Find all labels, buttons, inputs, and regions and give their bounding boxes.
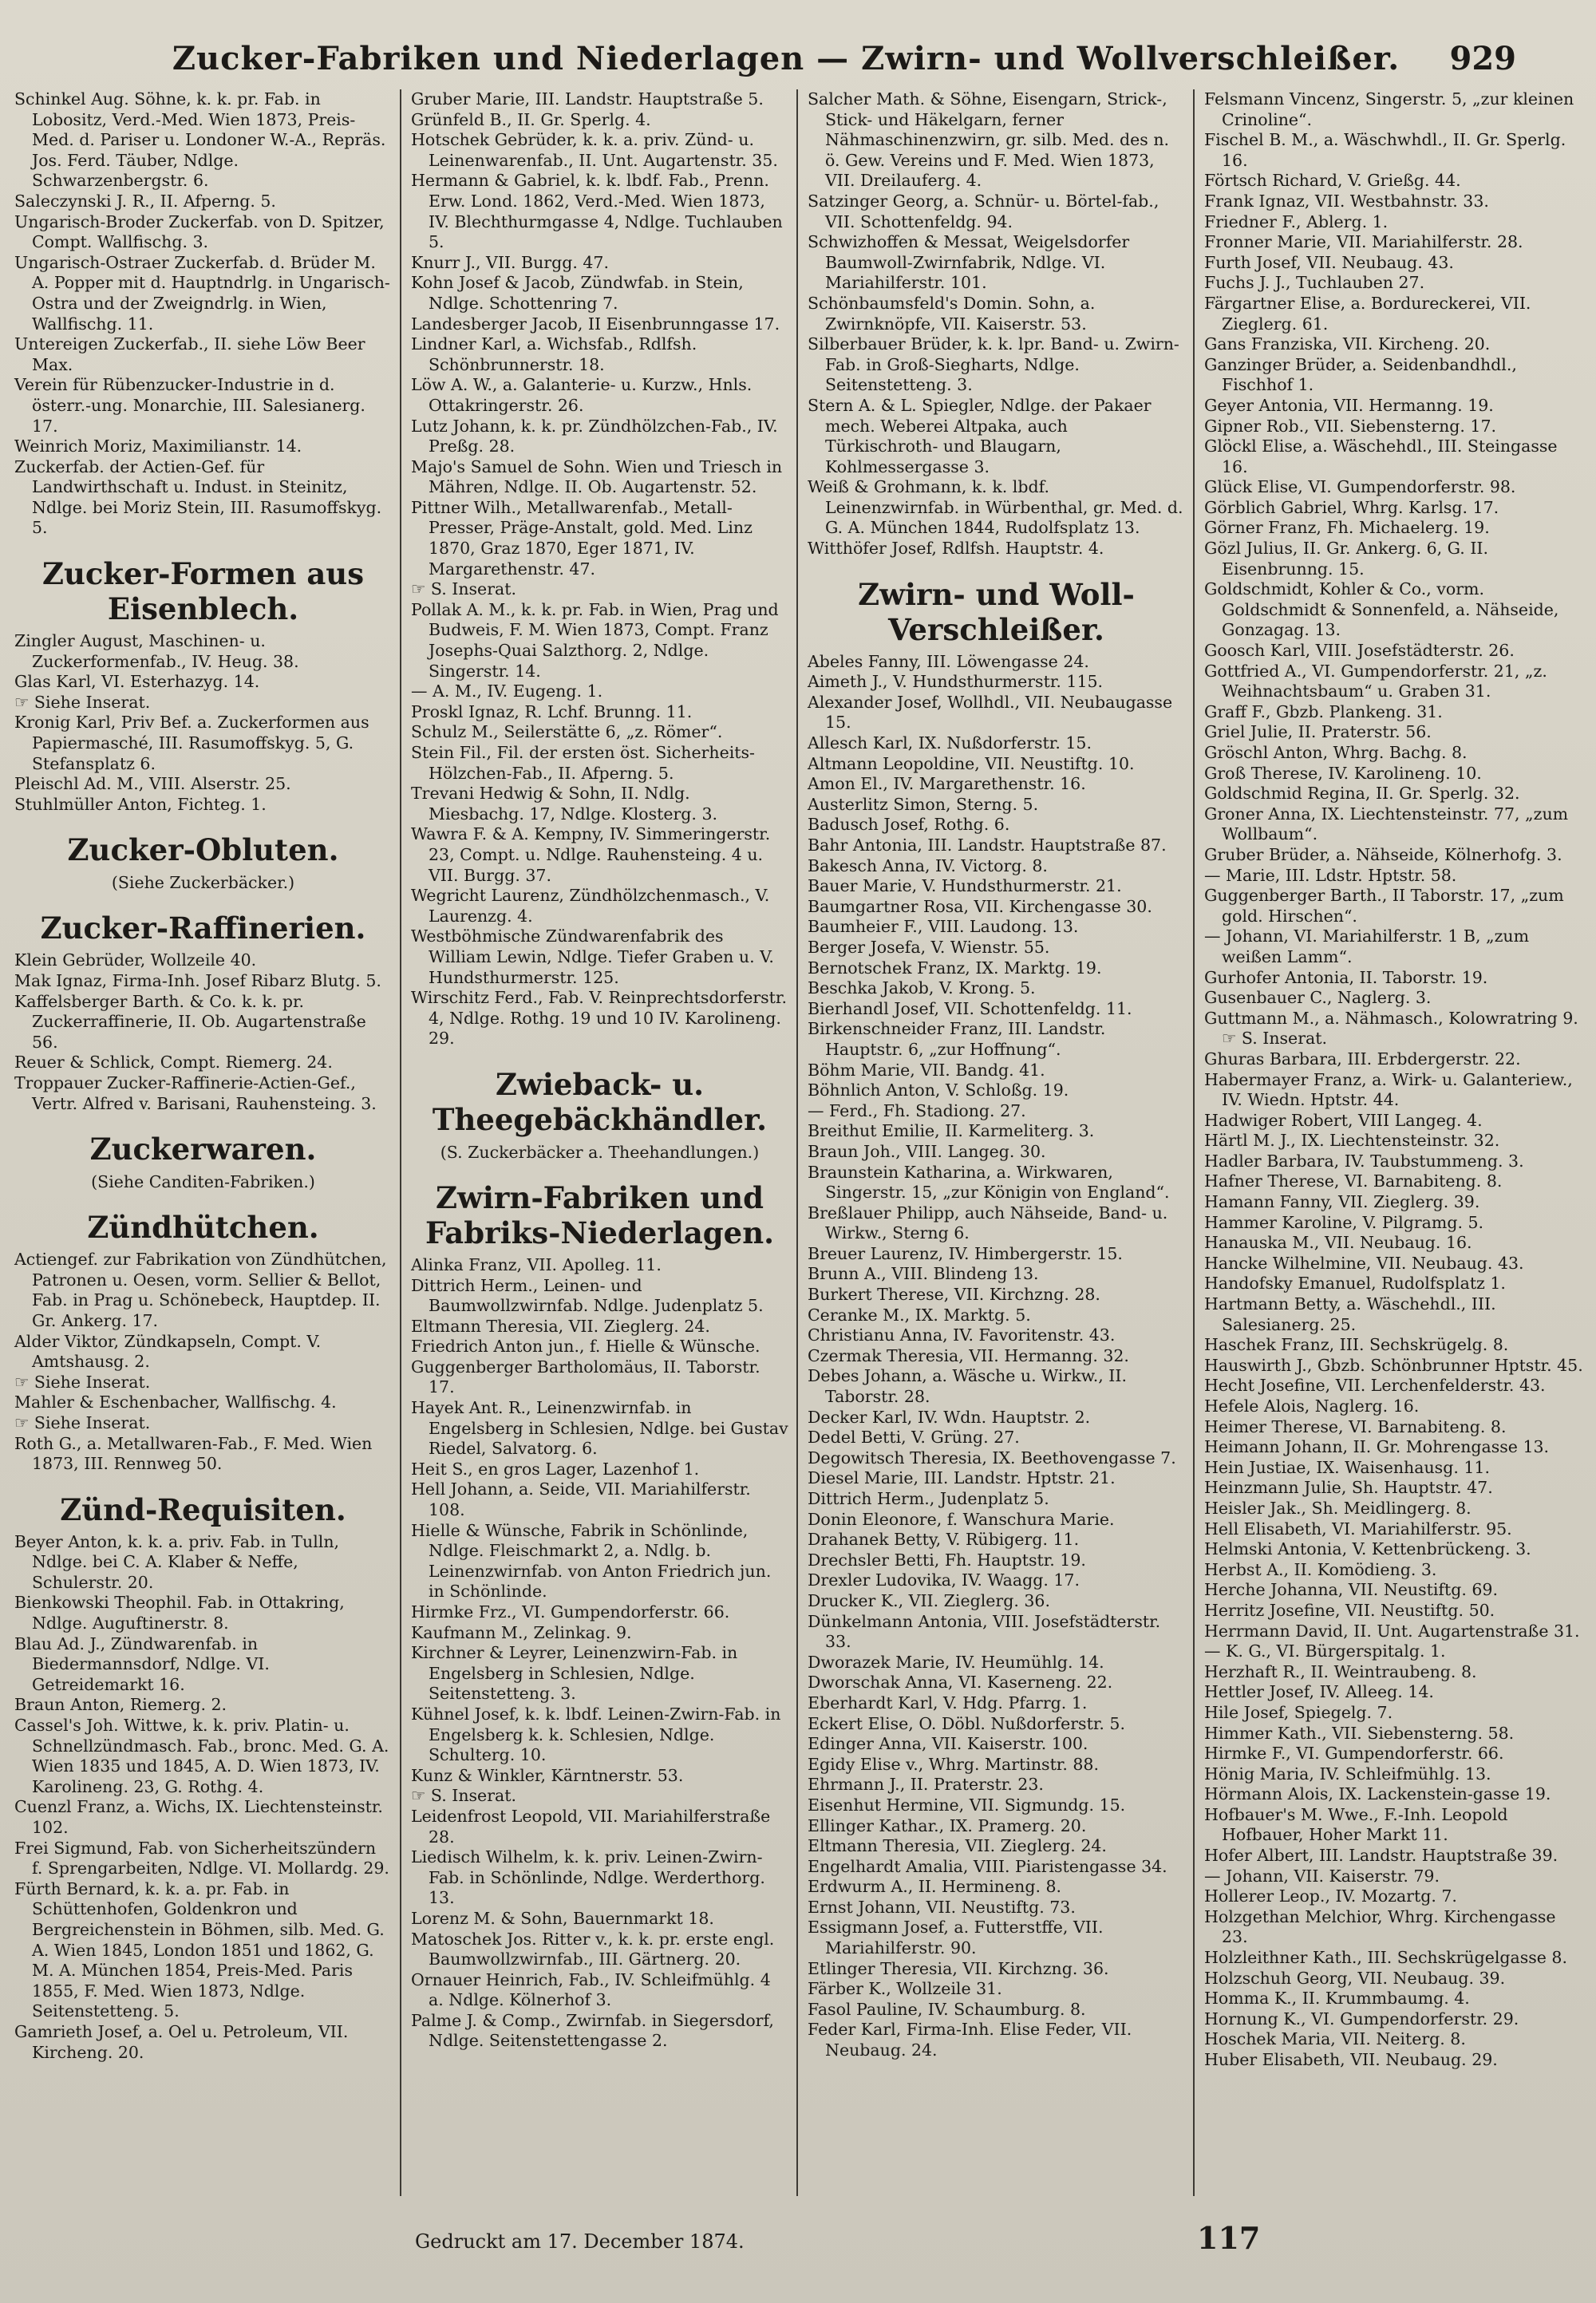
- directory-entry: Blau Ad. J., Zündwarenfab. in Biedermannsdorf, Ndlge. VI. Getreidemarkt 16.: [14, 1633, 270, 1694]
- directory-entry: Cuenzl Franz, a. Wichs, IX. Liechtensteinstr. 102.: [14, 1797, 383, 1837]
- section-heading: Zündhütchen.: [87, 1210, 319, 1246]
- directory-entry: Guttmann M., a. Nähmasch., Kolowratring 9. ☞ S. Inserat.: [1204, 1008, 1578, 1049]
- directory-entry: Pleischl Ad. M., VIII. Alserstr. 25.: [14, 774, 291, 794]
- directory-entry: Herrmann David, II. Unt. Augartenstraße 31.: [1204, 1621, 1580, 1641]
- directory-entry: Schönbaumsfeld's Domin. Sohn, a. Zwirnknöpfe, VII. Kaiserstr. 53.: [808, 293, 1096, 334]
- directory-entry: Witthöfer Josef, Rdlfsh. Hauptstr. 4.: [808, 539, 1104, 559]
- directory-entry: Hartmann Betty, a. Wäschehdl., III. Salesianerg. 25.: [1204, 1294, 1496, 1334]
- directory-entry: Handofsky Emanuel, Rudolfsplatz 1.: [1204, 1274, 1506, 1294]
- directory-entry: Debes Johann, a. Wäsche u. Wirkw., II. Taborstr. 28.: [808, 1366, 1128, 1407]
- directory-entry: Silberbauer Brüder, k. k. lpr. Band- u. Zwirn-Fab. in Groß-Siegharts, Ndlge. Seitenstetteng. 3.: [808, 334, 1179, 395]
- column-1: [5, 89, 401, 2196]
- directory-entry: Heimer Therese, VI. Barnabiteng. 8.: [1204, 1416, 1507, 1436]
- directory-entry: Felsmann Vincenz, Singerstr. 5, „zur kleinen Crinoline“.: [1204, 89, 1574, 129]
- directory-entry: Trevani Hedwig & Sohn, II. Ndlg. Miesbachg. 17, Ndlge. Klosterg. 3.: [411, 784, 718, 824]
- directory-entry: Drechsler Betti, Fh. Hauptstr. 19.: [808, 1550, 1086, 1570]
- directory-entry: Guggenberger Bartholomäus, II. Taborstr. 17.: [411, 1357, 760, 1397]
- directory-entry: Salcher Math. & Söhne, Eisengarn, Strick-, Stick- und Häkelgarn, ferner Nähmaschinenzwirn, gr. silb. Med. des n. ö. Gew. Vereins und F. Med. Wien 1873, VII. Dreilauferg. 4.: [808, 89, 1170, 191]
- directory-entry: ☞ Siehe Inserat.: [14, 692, 151, 712]
- directory-entry: Ceranke M., IX. Marktg. 5.: [808, 1305, 1031, 1325]
- directory-entry: Herche Johanna, VII. Neustiftg. 69.: [1204, 1580, 1498, 1600]
- directory-entry: Czermak Theresia, VII. Hermanng. 32.: [808, 1345, 1129, 1365]
- directory-entry: Schinkel Aug. Söhne, k. k. pr. Fab. in Lobositz, Verd.-Med. Wien 1873, Preis-Med. d. Pariser u. Londoner W.-A., Repräs. Jos. Ferd. Täuber, Ndlge. Schwarzenbergstr. 6.: [14, 89, 386, 191]
- directory-entry: Hornung K., VI. Gumpendorferstr. 29.: [1204, 2009, 1519, 2028]
- directory-entry: Friedrich Anton jun., f. Hielle & Wünsche.: [411, 1337, 760, 1357]
- directory-entry: ☞ Siehe Inserat.: [14, 1412, 151, 1432]
- directory-entry: Stein Fil., Fil. der ersten öst. Sicherheits-Hölzchen-Fab., II. Afperng. 5.: [411, 743, 755, 783]
- directory-entry: Lorenz M. & Sohn, Bauernmarkt 18.: [411, 1908, 714, 1928]
- directory-entry: Frei Sigmund, Fab. von Sicherheitszündern f. Sprengarbeiten, Ndlge. VI. Mollardg. 29.: [14, 1838, 389, 1878]
- section-heading: Zucker-Formen aus Eisenblech.: [41, 556, 365, 627]
- directory-entry: Weinrich Moriz, Maximilianstr. 14.: [14, 437, 302, 456]
- directory-entry: Goldschmidt, Kohler & Co., vorm. Goldschmidt & Sonnenfeld, a. Nähseide, Gonzagag. 13.: [1204, 579, 1559, 640]
- directory-entry: Hamann Fanny, VII. Zieglerg. 39.: [1204, 1192, 1480, 1212]
- page-header: [144, 30, 1516, 86]
- directory-entry: Troppauer Zucker-Raffinerie-Actien-Gef., Vertr. Alfred v. Barisani, Rauhensteing. 3.: [14, 1072, 377, 1113]
- directory-entry: — Marie, III. Ldstr. Hptstr. 58.: [1204, 865, 1457, 885]
- directory-entry: Fischel B. M., a. Wäschwhdl., II. Gr. Sperlg. 16.: [1204, 130, 1566, 170]
- directory-entry: Drahanek Betty, V. Rübigerg. 11.: [808, 1530, 1080, 1550]
- directory-entry: Hirmke F., VI. Gumpendorferstr. 66.: [1204, 1744, 1504, 1764]
- directory-entry: Feder Karl, Firma-Inh. Elise Feder, VII. Neubaug. 24.: [808, 2020, 1132, 2060]
- directory-entry: Geyer Antonia, VII. Hermanng. 19.: [1204, 395, 1494, 415]
- directory-entry: — Johann, VII. Kaiserstr. 79.: [1204, 1866, 1440, 1886]
- directory-entry: Holzgethan Melchior, Whrg. Kirchengasse 23.: [1204, 1906, 1556, 1947]
- directory-entry: Hörmann Alois, IX. Lackenstein-gasse 19.: [1204, 1784, 1551, 1804]
- directory-entry: Kunz & Winkler, Kärntnerstr. 53.: [411, 1765, 684, 1785]
- directory-entry: Glöckl Elise, a. Wäschehdl., III. Steingasse 16.: [1204, 437, 1558, 476]
- directory-entry: — A. M., IV. Eugeng. 1.: [411, 681, 603, 701]
- directory-entry: Eltmann Theresia, VII. Zieglerg. 24.: [411, 1316, 710, 1336]
- directory-entry: Mak Ignaz, Firma-Inh. Josef Ribarz Blutg. 5.: [14, 971, 381, 990]
- directory-entry: Löw A. W., a. Galanterie- u. Kurzw., Hnls. Ottakringerstr. 26.: [411, 375, 753, 415]
- directory-entry: Mahler & Eschenbacher, Wallfischg. 4.: [14, 1392, 337, 1412]
- directory-entry: Gottfried A., VI. Gumpendorferstr. 21, „z. Weihnachtsbaum“ u. Graben 31.: [1204, 661, 1547, 701]
- directory-entry: Hafner Therese, VI. Barnabiteng. 8.: [1204, 1171, 1503, 1191]
- directory-entry: Hanauska M., VII. Neubaug. 16.: [1204, 1233, 1472, 1253]
- directory-entry: Etlinger Theresia, VII. Kirchzng. 36.: [808, 1958, 1109, 1978]
- directory-entry: Förtsch Richard, V. Grießg. 44.: [1204, 171, 1461, 191]
- directory-entry: Gözl Julius, II. Gr. Ankerg. 6, G. II. Eisenbrunng. 15.: [1204, 539, 1489, 579]
- directory-entry: Griel Julie, II. Praterstr. 56.: [1204, 722, 1432, 742]
- directory-entry: Beyer Anton, k. k. a. priv. Fab. in Tulln, Ndlge. bei C. A. Klaber & Neffe, Schulerstr. 20.: [14, 1531, 340, 1592]
- directory-entry: Guggenberger Barth., II Taborstr. 17, „zum gold. Hirschen“.: [1204, 886, 1564, 926]
- section-heading: Zwieback- u. Theegebäckhändler.: [432, 1066, 768, 1137]
- directory-entry: Eisenhut Hermine, VII. Sigmundg. 15.: [808, 1795, 1126, 1815]
- directory-entry: ☞ Siehe Inserat.: [14, 1372, 151, 1392]
- directory-entry: Bienkowski Theophil. Fab. in Ottakring, Ndlge. Auguftinerstr. 8.: [14, 1593, 345, 1633]
- directory-entry: Alder Viktor, Zündkapseln, Compt. V. Amtshausg. 2.: [14, 1331, 322, 1372]
- directory-entry: Dünkelmann Antonia, VIII. Josefstädterstr. 33.: [808, 1611, 1161, 1652]
- print-date: Gedruckt am 17. December 1874.: [415, 2230, 745, 2253]
- directory-entry: Alinka Franz, VII. Apolleg. 11.: [411, 1254, 662, 1274]
- directory-entry: Kühnel Josef, k. k. lbdf. Leinen-Zwirn-Fab. in Engelsberg k. k. Schlesien, Ndlge. Schulterg. 10.: [411, 1704, 781, 1765]
- directory-entry: Fasol Pauline, IV. Schaumburg. 8.: [808, 1999, 1086, 2019]
- directory-entry: Badusch Josef, Rothg. 6.: [808, 815, 1010, 835]
- directory-entry: Klein Gebrüder, Wollzeile 40.: [14, 950, 257, 970]
- directory-entry: Satzinger Georg, a. Schnür- u. Börtel-fab., VII. Schottenfeldg. 94.: [808, 191, 1159, 231]
- directory-entry: Friedner F., Ablerg. 1.: [1204, 211, 1389, 231]
- section-heading: Zwirn-Fabriken und Fabriks-Niederlagen.: [425, 1179, 774, 1250]
- directory-entry: Habermayer Franz, a. Wirk- u. Galanteriew., IV. Wiedn. Hptstr. 44.: [1204, 1069, 1573, 1110]
- section-heading: Zwirn- und Woll-Verschleißer.: [858, 576, 1135, 647]
- directory-entry: Baumgartner Rosa, VII. Kirchengasse 30.: [808, 896, 1152, 916]
- directory-entry: Frank Ignaz, VII. Westbahnstr. 33.: [1204, 191, 1489, 211]
- directory-entry: Untereigen Zuckerfab., II. siehe Löw Beer Max.: [14, 334, 365, 374]
- directory-entry: Stern A. & L. Spiegler, Ndlge. der Pakaer mech. Weberei Altpaka, auch Türkischroth- und Blaugarn, Kohlmessergasse 3.: [808, 395, 1152, 476]
- directory-entry: Decker Karl, IV. Wdn. Hauptstr. 2.: [808, 1407, 1091, 1427]
- directory-entry: Reuer & Schlick, Compt. Riemerg. 24.: [14, 1053, 333, 1072]
- directory-entry: Heit S., en gros Lager, Lazenhof 1.: [411, 1459, 700, 1479]
- directory-entry: Landesberger Jacob, II Eisenbrunngasse 17.: [411, 314, 780, 334]
- directory-entry: Herbst A., II. Komödieng. 3.: [1204, 1559, 1437, 1579]
- directory-entry: Bahr Antonia, III. Landstr. Hauptstraße 87.: [808, 835, 1167, 855]
- directory-entry: Ehrmann J., II. Praterstr. 23.: [808, 1775, 1044, 1795]
- section-heading: Zuckerwaren.: [89, 1132, 317, 1167]
- directory-entry: Bernotschek Franz, IX. Marktg. 19.: [808, 958, 1102, 978]
- directory-entry: Stuhlmüller Anton, Fichteg. 1.: [14, 794, 267, 814]
- directory-entry: Hadler Barbara, IV. Taubstummeng. 3.: [1204, 1151, 1524, 1171]
- directory-entry: Goldschmid Regina, II. Gr. Sperlg. 32.: [1204, 784, 1520, 804]
- directory-entry: Ungarisch-Ostraer Zuckerfab. d. Brüder M. A. Popper mit d. Hauptndrlg. in Ungarisch-Ostra und der Zweigndrlg. in Wien, Wallfischg. 11.: [14, 252, 390, 334]
- directory-entry: Degowitsch Theresia, IX. Beethovengasse 7.: [808, 1448, 1176, 1468]
- directory-entry: Glück Elise, VI. Gumpendorferstr. 98.: [1204, 477, 1516, 497]
- directory-entry: Gurhofer Antonia, II. Taborstr. 19.: [1204, 967, 1488, 987]
- directory-entry: Groß Therese, IV. Karolineng. 10.: [1204, 763, 1482, 783]
- directory-entry: Roth G., a. Metallwaren-Fab., F. Med. Wien 1873, III. Rennweg 50.: [14, 1433, 373, 1474]
- directory-entry: Hell Elisabeth, VI. Mariahilferstr. 95.: [1204, 1519, 1512, 1539]
- directory-entry: Hotschek Gebrüder, k. k. a. priv. Zünd- u. Leinenwarenfab., II. Unt. Augartenstr. 35.: [411, 130, 778, 170]
- directory-entry: Hofbauer's M. Wwe., F.-Inh. Leopold Hofbauer, Hoher Markt 11.: [1204, 1804, 1508, 1845]
- page-title: Zucker-Fabriken und Niederlagen — Zwirn- und Wollverschleißer.: [172, 39, 1400, 77]
- directory-entry: Görblich Gabriel, Whrg. Karlsg. 17.: [1204, 497, 1499, 517]
- directory-entry: Hönig Maria, IV. Schleifmühlg. 13.: [1204, 1764, 1491, 1784]
- directory-entry: Färber K., Wollzeile 31.: [808, 1979, 1002, 1999]
- directory-entry: Actiengef. zur Fabrikation von Zündhütchen, Patronen u. Oesen, vorm. Sellier & Bellot, Fab. in Prag u. Schönebeck, Hauptdep. II. Gr. Ankerg. 17.: [14, 1250, 387, 1330]
- directory-entry: Gruber Brüder, a. Nähseide, Kölnerhofg. 3.: [1204, 844, 1562, 864]
- directory-entry: Breßlauer Philipp, auch Nähseide, Band- u. Wirkw., Sterng 6.: [808, 1203, 1168, 1243]
- column-4: [1195, 89, 1591, 2196]
- directory-entry: — Ferd., Fh. Stadiong. 27.: [808, 1100, 1026, 1120]
- directory-entry: Fürth Bernard, k. k. a. pr. Fab. in Schüttenhofen, Goldenkron und Bergreichenstein in Böhmen, silb. Med. G. A. Wien 1845, London 1851 und 1862, G. M. A. München 1854, Preis-Med. Paris 1855, F. Med. Wien 1873, Ndlge. Seitenstetteng. 5.: [14, 1878, 385, 2021]
- directory-entry: Gipner Rob., VII. Siebensterng. 17.: [1204, 416, 1497, 436]
- directory-entry: Westböhmische Zündwarenfabrik des William Lewin, Ndlge. Tiefer Graben u. V. Hundsthurmerstr. 125.: [411, 926, 774, 987]
- directory-entry: ☞ S. Inserat.: [411, 579, 516, 599]
- directory-entry: Engelhardt Amalia, VIII. Piaristengasse 34.: [808, 1856, 1167, 1876]
- directory-entry: Färgartner Elise, a. Bordureckerei, VII. Zieglerg. 61.: [1204, 293, 1531, 334]
- directory-entry: Hell Johann, a. Seide, VII. Mariahilferstr. 108.: [411, 1479, 751, 1520]
- directory-entry: Ghuras Barbara, III. Erbdergerstr. 22.: [1204, 1049, 1521, 1069]
- directory-entry: Herzhaft R., II. Weintraubeng. 8.: [1204, 1661, 1477, 1681]
- section-heading: Zünd-Requisiten.: [60, 1491, 346, 1527]
- directory-entry: Hecht Josefine, VII. Lerchenfelderstr. 43.: [1204, 1376, 1546, 1396]
- directory-entry: Härtl M. J., IX. Liechtensteinstr. 32.: [1204, 1131, 1500, 1151]
- directory-entry: Ganzinger Brüder, a. Seidenbandhdl., Fischhof 1.: [1204, 354, 1517, 395]
- directory-entry: Kirchner & Leyrer, Leinenzwirn-Fab. in Engelsberg in Schlesien, Ndlge. Seitenstetteng. 3.: [411, 1643, 738, 1704]
- directory-entry: Drexler Ludovika, IV. Waagg. 17.: [808, 1570, 1080, 1590]
- directory-entry: Breithut Emilie, II. Karmeliterg. 3.: [808, 1121, 1095, 1141]
- directory-entry: Breuer Laurenz, IV. Himbergerstr. 15.: [808, 1243, 1123, 1263]
- directory-entry: Pollak A. M., k. k. pr. Fab. in Wien, Prag und Budweis, F. M. Wien 1873, Compt. Franz Josephs-Quai Salzthorg. 2, Ndlge. Singerstr. 14.: [411, 599, 779, 681]
- directory-entry: Dedel Betti, V. Grüng. 27.: [808, 1428, 1020, 1448]
- directory-entry: Homma K., II. Krummbaumg. 4.: [1204, 1989, 1470, 2009]
- directory-entry: Pittner Wilh., Metallwarenfab., Metall-Presser, Präge-Anstalt, gold. Med. Linz 1870, Graz 1870, Eger 1871, IV. Margarethenstr. 47.: [411, 497, 753, 579]
- directory-entry: Hirmke Frz., VI. Gumpendorferstr. 66.: [411, 1602, 730, 1622]
- directory-entry: Furth Josef, VII. Neubaug. 43.: [1204, 252, 1454, 272]
- directory-entry: ☞ S. Inserat.: [411, 1786, 516, 1806]
- directory-entry: Görner Franz, Fh. Michaelerg. 19.: [1204, 518, 1490, 538]
- directory-entry: Hettler Josef, IV. Alleeg. 14.: [1204, 1682, 1434, 1702]
- directory-entry: Kronig Karl, Priv Bef. a. Zuckerformen aus Papiermasché, III. Rasumoffskyg. 5, G. Stefansplatz 6.: [14, 713, 369, 773]
- directory-entry: Braun Anton, Riemerg. 2.: [14, 1695, 227, 1715]
- directory-entry: Ellinger Kathar., IX. Pramerg. 20.: [808, 1815, 1087, 1835]
- directory-entry: Eberhardt Karl, V. Hdg. Pfarrg. 1.: [808, 1693, 1088, 1712]
- directory-entry: Gusenbauer C., Naglerg. 3.: [1204, 988, 1432, 1008]
- directory-entry: Goosch Karl, VIII. Josefstädterstr. 26.: [1204, 641, 1515, 661]
- directory-entry: Helmski Antonia, V. Kettenbrückeng. 3.: [1204, 1539, 1531, 1559]
- page-number: 929: [1449, 39, 1516, 77]
- directory-entry: Brunn A., VIII. Blindeng 13.: [808, 1264, 1039, 1284]
- directory-entry: Erdwurm A., II. Hermineng. 8.: [808, 1877, 1062, 1897]
- directory-entry: — Johann, VI. Mariahilferstr. 1 B, „zum weißen Lamm“.: [1204, 926, 1530, 966]
- directory-entry: Verein für Rübenzucker-Industrie in d. österr.-ung. Monarchie, III. Salesianerg. 17.: [14, 375, 365, 436]
- directory-entry: Hollerer Leop., IV. Mozartg. 7.: [1204, 1886, 1457, 1906]
- directory-entry: Hofer Albert, III. Landstr. Hauptstraße 39.: [1204, 1846, 1558, 1866]
- directory-entry: Graff F., Gbzb. Plankeng. 31.: [1204, 701, 1443, 721]
- directory-entry: Glas Karl, VI. Esterhazyg. 14.: [14, 672, 260, 692]
- directory-entry: Hauswirth J., Gbzb. Schönbrunner Hptstr. 45.: [1204, 1355, 1583, 1375]
- directory-entry: Holzleithner Kath., III. Sechskrügelgasse 8.: [1204, 1948, 1567, 1968]
- directory-entry: Burkert Therese, VII. Kirchzng. 28.: [808, 1285, 1100, 1305]
- directory-entry: Gröschl Anton, Whrg. Bachg. 8.: [1204, 743, 1468, 762]
- directory-entry: Gans Franziska, VII. Kircheng. 20.: [1204, 334, 1491, 354]
- directory-entry: Bakesch Anna, IV. Victorg. 8.: [808, 855, 1048, 875]
- directory-entry: Baumheier F., VIII. Laudong. 13.: [808, 917, 1079, 937]
- directory-entry: Birkenschneider Franz, III. Landstr. Hauptstr. 6, „zur Hoffnung“.: [808, 1019, 1106, 1059]
- directory-entry: Zuckerfab. der Actien-Gef. für Landwirthschaft u. Indust. in Steinitz, Ndlge. bei Moriz Stein, III. Rasumoffskyg. 5.: [14, 456, 382, 538]
- directory-entry: Austerlitz Simon, Sterng. 5.: [808, 794, 1039, 814]
- directory-entry: Wegricht Laurenz, Zündhölzchenmasch., V. Laurenzg. 4.: [411, 886, 770, 926]
- directory-entry: Gruber Marie, III. Landstr. Hauptstraße 5.: [411, 89, 764, 109]
- column-3: [798, 89, 1195, 2196]
- directory-entry: Ornauer Heinrich, Fab., IV. Schleifmühlg. 4 a. Ndlge. Kölnerhof 3.: [411, 1969, 771, 2010]
- directory-entry: Dworazek Marie, IV. Heumühlg. 14.: [808, 1652, 1104, 1672]
- directory-entry: Grünfeld B., II. Gr. Sperlg. 4.: [411, 109, 651, 129]
- directory-entry: Lutz Johann, k. k. pr. Zündhölzchen-Fab., IV. Preßg. 28.: [411, 416, 778, 456]
- directory-entry: Böhm Marie, VII. Bandg. 41.: [808, 1060, 1045, 1080]
- section-note: (Siehe Canditen-Fabriken.): [91, 1172, 315, 1192]
- directory-entry: Haschek Franz, III. Sechskrügelg. 8.: [1204, 1335, 1509, 1355]
- directory-entry: Kohn Josef & Jacob, Zündwfab. in Stein, Ndlge. Schottenring 7.: [411, 273, 744, 313]
- directory-entry: Herritz Josefine, VII. Neustiftg. 50.: [1204, 1600, 1495, 1620]
- directory-entry: Heisler Jak., Sh. Meidlingerg. 8.: [1204, 1498, 1472, 1518]
- directory-entry: Wirschitz Ferd., Fab. V. Reinprechtsdorferstr. 4, Ndlge. Rothg. 19 und 10 IV. Karolineng. 29.: [411, 988, 787, 1049]
- directory-entry: Beschka Jakob, V. Krong. 5.: [808, 978, 1036, 998]
- directory-entry: Ungarisch-Broder Zuckerfab. von D. Spitzer, Compt. Wallfischg. 3.: [14, 211, 385, 252]
- directory-entry: Dworschak Anna, VI. Kaserneng. 22.: [808, 1673, 1113, 1693]
- directory-entry: Lindner Karl, a. Wichsfab., Rdlfsh. Schönbrunnerstr. 18.: [411, 334, 697, 374]
- directory-entry: Heimann Johann, II. Gr. Mohrengasse 13.: [1204, 1437, 1550, 1457]
- directory-entry: Proskl Ignaz, R. Lchf. Brunng. 11.: [411, 701, 693, 721]
- directory-entry: Altmann Leopoldine, VII. Neustiftg. 10.: [808, 753, 1135, 773]
- directory-entry: Hadwiger Robert, VIII Langeg. 4.: [1204, 1110, 1483, 1130]
- directory-entry: Kaffelsberger Barth. & Co. k. k. pr. Zuckerraffinerie, II. Ob. Augartenstraße 56.: [14, 991, 366, 1052]
- directory-entry: Hielle & Wünsche, Fabrik in Schönlinde, Ndlge. Fleischmarkt 2, a. Ndlg. b. Leinenzwirnfab. von Anton Friedrich jun. in Schönlinde.: [411, 1520, 772, 1602]
- directory-entry: Ernst Johann, VII. Neustiftg. 73.: [808, 1897, 1076, 1917]
- directory-entry: Hile Josef, Spiegelg. 7.: [1204, 1702, 1393, 1722]
- sheet-number: 117: [1197, 2220, 1261, 2256]
- directory-entry: Hancke Wilhelmine, VII. Neubaug. 43.: [1204, 1253, 1524, 1273]
- directory-entry: Braun Joh., VIII. Langeg. 30.: [808, 1141, 1046, 1161]
- directory-entry: Hefele Alois, Naglerg. 16.: [1204, 1396, 1420, 1416]
- directory-entry: Himmer Kath., VII. Siebensterng. 58.: [1204, 1723, 1515, 1743]
- columns: [5, 89, 1591, 2196]
- section-note: (S. Zuckerbäcker a. Theehandlungen.): [440, 1142, 760, 1162]
- directory-entry: Edinger Anna, VII. Kaiserstr. 100.: [808, 1734, 1088, 1754]
- section-heading: Zucker-Obluten.: [67, 832, 339, 868]
- directory-entry: Diesel Marie, III. Landstr. Hptstr. 21.: [808, 1468, 1116, 1488]
- directory-entry: Essigmann Josef, a. Futterstffe, VII. Mariahilferstr. 90.: [808, 1918, 1104, 1958]
- directory-entry: Matoschek Jos. Ritter v., k. k. pr. erste engl. Baumwollzwirnfab., III. Gärtnerg. 20.: [411, 1929, 775, 1969]
- directory-entry: Aimeth J., V. Hundsthurmerstr. 115.: [808, 672, 1104, 692]
- directory-entry: Eltmann Theresia, VII. Zieglerg. 24.: [808, 1836, 1107, 1856]
- directory-entry: Zingler August, Maschinen- u. Zuckerformenfab., IV. Heug. 38.: [14, 631, 299, 671]
- directory-entry: Böhnlich Anton, V. Schloßg. 19.: [808, 1080, 1069, 1100]
- directory-entry: Berger Josefa, V. Wienstr. 55.: [808, 937, 1050, 957]
- directory-entry: Palme J. & Comp., Zwirnfab. in Siegersdorf, Ndlge. Seitenstettengasse 2.: [411, 2010, 774, 2051]
- directory-entry: Drucker K., VII. Zieglerg. 36.: [808, 1590, 1050, 1610]
- directory-entry: Holzschuh Georg, VII. Neubaug. 39.: [1204, 1968, 1506, 1988]
- directory-entry: Leidenfrost Leopold, VII. Mariahilferstraße 28.: [411, 1806, 771, 1847]
- section-heading: Zucker-Raffinerien.: [40, 911, 366, 946]
- directory-entry: Christianu Anna, IV. Favoritenstr. 43.: [808, 1325, 1116, 1345]
- directory-entry: Eckert Elise, O. Döbl. Nußdorferstr. 5.: [808, 1713, 1125, 1733]
- directory-entry: Wawra F. & A. Kempny, IV. Simmeringerstr. 23, Compt. u. Ndlge. Rauhensteing. 4 u. VII. Burgg. 37.: [411, 824, 771, 885]
- directory-entry: Abeles Fanny, III. Löwengasse 24.: [808, 651, 1089, 671]
- directory-entry: Fronner Marie, VII. Mariahilferstr. 28.: [1204, 232, 1523, 252]
- directory-entry: Knurr J., VII. Burgg. 47.: [411, 252, 609, 272]
- directory-entry: Cassel's Joh. Wittwe, k. k. priv. Platin- u. Schnellzündmasch. Fab., bronc. Med. G. A. Wien 1835 und 1845, A. D. Wien 1873, IV. Karolineng. 23, G. Rothg. 4.: [14, 1716, 389, 1796]
- section-note: (Siehe Zuckerbäcker.): [111, 873, 295, 893]
- directory-entry: Fuchs J. J., Tuchlauben 27.: [1204, 273, 1425, 293]
- directory-entry: Alexander Josef, Wollhdl., VII. Neubaugasse 15.: [808, 692, 1173, 733]
- directory-entry: Groner Anna, IX. Liechtensteinstr. 77, „zum Wollbaum“.: [1204, 804, 1569, 844]
- directory-entry: Gamrieth Josef, a. Oel u. Petroleum, VII. Kircheng. 20.: [14, 2021, 349, 2062]
- directory-entry: Liedisch Wilhelm, k. k. priv. Leinen-Zwirn-Fab. in Schönlinde, Ndlge. Werderthorg. 13.: [411, 1847, 765, 1908]
- directory-entry: Kaufmann M., Zelinkag. 9.: [411, 1622, 632, 1642]
- directory-entry: Bierhandl Josef, VII. Schottenfeldg. 11.: [808, 998, 1132, 1018]
- directory-entry: Schwizhoffen & Messat, Weigelsdorfer Baumwoll-Zwirnfabrik, Ndlge. VI. Mariahilferstr. 101.: [808, 232, 1130, 293]
- directory-entry: Hammer Karoline, V. Pilgramg. 5.: [1204, 1212, 1484, 1232]
- directory-entry: Hayek Ant. R., Leinenzwirnfab. in Engelsberg in Schlesien, Ndlge. bei Gustav Riedel, Salvatorg. 6.: [411, 1398, 788, 1459]
- directory-entry: Bauer Marie, V. Hundsthurmerstr. 21.: [808, 876, 1122, 896]
- directory-entry: Hoschek Maria, VII. Neiterg. 8.: [1204, 2029, 1466, 2049]
- directory-entry: Schulz M., Seilerstätte 6, „z. Römer“.: [411, 722, 723, 742]
- directory-entry: Dittrich Herm., Leinen- und Baumwollzwirnfab. Ndlge. Judenplatz 5.: [411, 1275, 764, 1316]
- directory-entry: Weiß & Grohmann, k. k. lbdf. Leinenzwirnfab. in Würbenthal, gr. Med. d. G. A. München 1844, Rudolfsplatz 13.: [808, 477, 1183, 538]
- directory-entry: Heinzmann Julie, Sh. Hauptstr. 47.: [1204, 1478, 1493, 1498]
- directory-entry: Egidy Elise v., Whrg. Martinstr. 88.: [808, 1754, 1099, 1774]
- directory-entry: Dittrich Herm., Judenplatz 5.: [808, 1489, 1049, 1508]
- directory-entry: Amon El., IV. Margarethenstr. 16.: [808, 774, 1086, 794]
- directory-entry: Majo's Samuel de Sohn. Wien und Triesch in Mähren, Ndlge. II. Ob. Augartenstr. 52.: [411, 456, 783, 497]
- directory-entry: Donin Eleonore, f. Wanschura Marie.: [808, 1509, 1115, 1529]
- directory-entry: Huber Elisabeth, VII. Neubaug. 29.: [1204, 2050, 1498, 2069]
- column-2: [401, 89, 798, 2196]
- directory-entry: — K. G., VI. Bürgerspitalg. 1.: [1204, 1641, 1446, 1661]
- directory-entry: Braunstein Katharina, a. Wirkwaren, Singerstr. 15, „zur Königin von England“.: [808, 1162, 1170, 1203]
- directory-entry: Saleczynski J. R., II. Afperng. 5.: [14, 191, 276, 211]
- directory-entry: Allesch Karl, IX. Nußdorferstr. 15.: [808, 733, 1092, 753]
- directory-entry: Hermann & Gabriel, k. k. lbdf. Fab., Prenn. Erw. Lond. 1862, Verd.-Med. Wien 1873, IV. Blechthurmgasse 4, Ndlge. Tuchlauben 5.: [411, 171, 783, 252]
- directory-entry: Hein Justiae, IX. Waisenhausg. 11.: [1204, 1457, 1490, 1477]
